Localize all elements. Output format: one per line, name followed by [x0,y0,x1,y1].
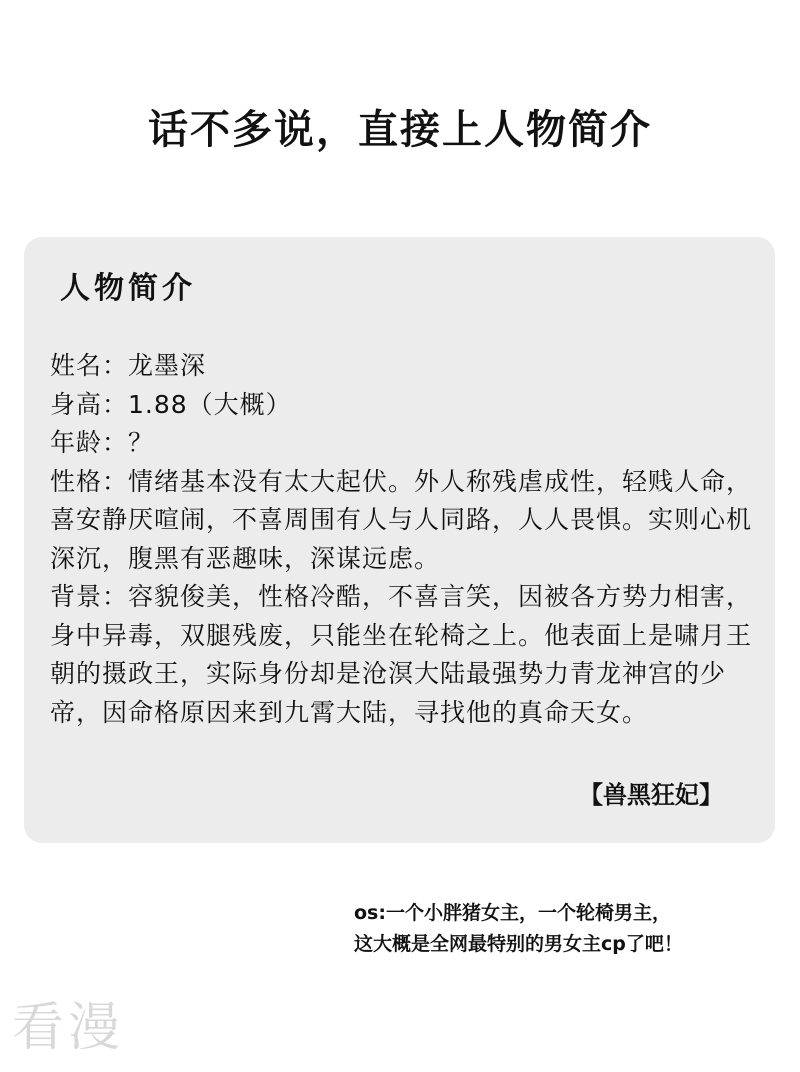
profile-height: 身高：1.88（大概） [50,389,292,419]
watermark-logo: 看漫 [12,998,125,1058]
profile-personality: 性格：情绪基本没有太大起伏。外人称残虐成性，轻贱人命，喜安静厌喧闹，不喜周围有人与人同路，人人畏惧。实则心机深沉，腹黑有恶趣味，深谋远虑。 [50,466,753,573]
comment-line-2: 这大概是全网最特别的男女主cp了吧！ [354,933,683,955]
page-headline: 话不多说，直接上人物简介 [148,107,652,153]
author-comment [354,898,774,960]
profile-background: 背景：容貌俊美，性格冷酷，不喜言笑，因被各方势力相害，身中异毒，双腿残废，只能坐在轮椅之上。他表面上是啸月王朝的摄政王，实际身份却是沧溟大陆最强势力青龙神宫的少帝，因命格原因来到九霄大陆，寻找他的真命天女。 [50,582,753,727]
character-profile-card [24,237,775,843]
source-title-tag: 【兽黑狂妃】 [579,781,723,809]
profile-info [50,347,760,732]
profile-name: 姓名：龙墨深 [50,351,207,380]
comment-line-1: os:一个小胖猪女主，一个轮椅男主， [354,902,671,924]
card-title: 人物简介 [60,271,196,306]
profile-age: 年龄：？ [50,428,155,457]
